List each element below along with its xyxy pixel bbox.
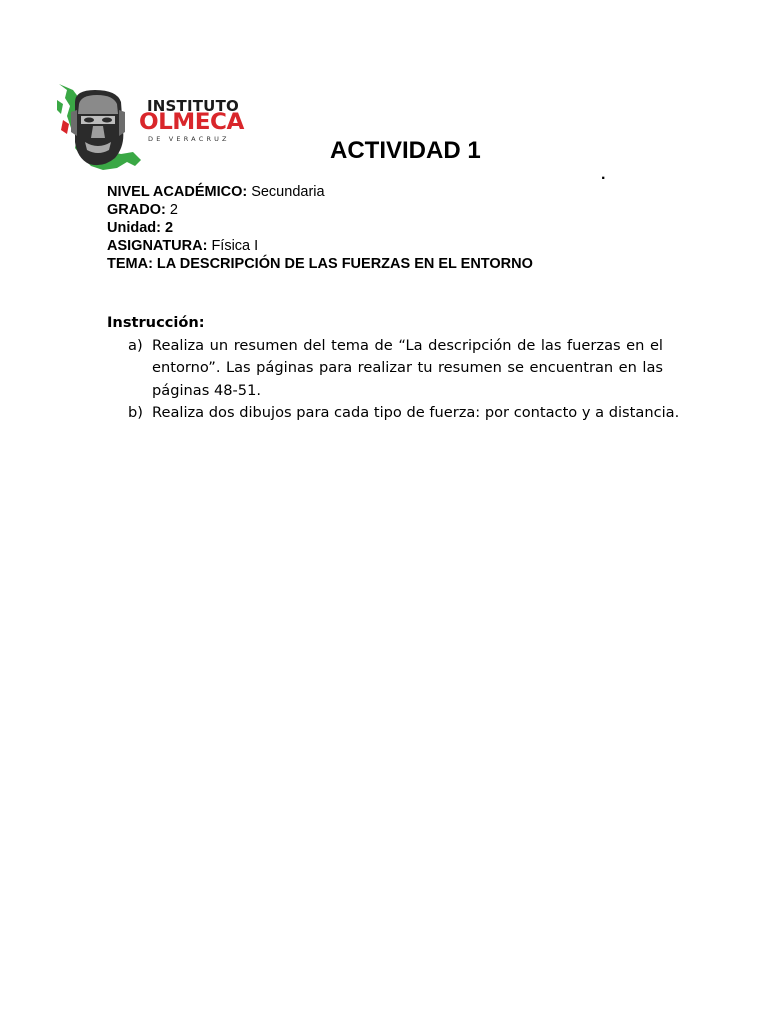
olmec-head-icon	[55, 80, 150, 180]
logo-text-instituto: INSTITUTO	[147, 97, 239, 115]
list-item	[107, 402, 680, 425]
logo-text-olmeca: OLMECA	[139, 110, 244, 135]
instructions-list	[107, 335, 680, 425]
list-item	[107, 335, 663, 403]
list-marker: a)	[128, 336, 143, 354]
list-item-text: Realiza un resumen del tema de “La descripción de las fuerzas en el entorno”. Las páginas para realizar tu resumen se encuentran en las páginas 48-51.	[152, 336, 663, 399]
institute-logo	[55, 80, 250, 180]
meta-tema: TEMA: LA DESCRIPCIÓN DE LAS FUERZAS EN EL ENTORNO	[107, 256, 533, 272]
activity-title: ACTIVIDAD 1	[330, 137, 481, 164]
meta-grado: GRADO: 2	[107, 202, 178, 218]
instructions-heading: Instrucción:	[107, 314, 205, 331]
stray-mark: .	[601, 166, 606, 183]
list-marker: b)	[128, 404, 143, 421]
meta-info	[107, 183, 533, 273]
meta-nivel: NIVEL ACADÉMICO: Secundaria	[107, 184, 325, 200]
meta-asignatura: ASIGNATURA: Física I	[107, 238, 259, 254]
logo-text-veracruz: DE VERACRUZ	[148, 135, 230, 143]
instructions-section	[107, 312, 680, 425]
list-item-text: Realiza dos dibujos para cada tipo de fuerza: por contacto y a distancia.	[152, 404, 680, 421]
meta-unidad: Unidad: 2	[107, 220, 174, 236]
